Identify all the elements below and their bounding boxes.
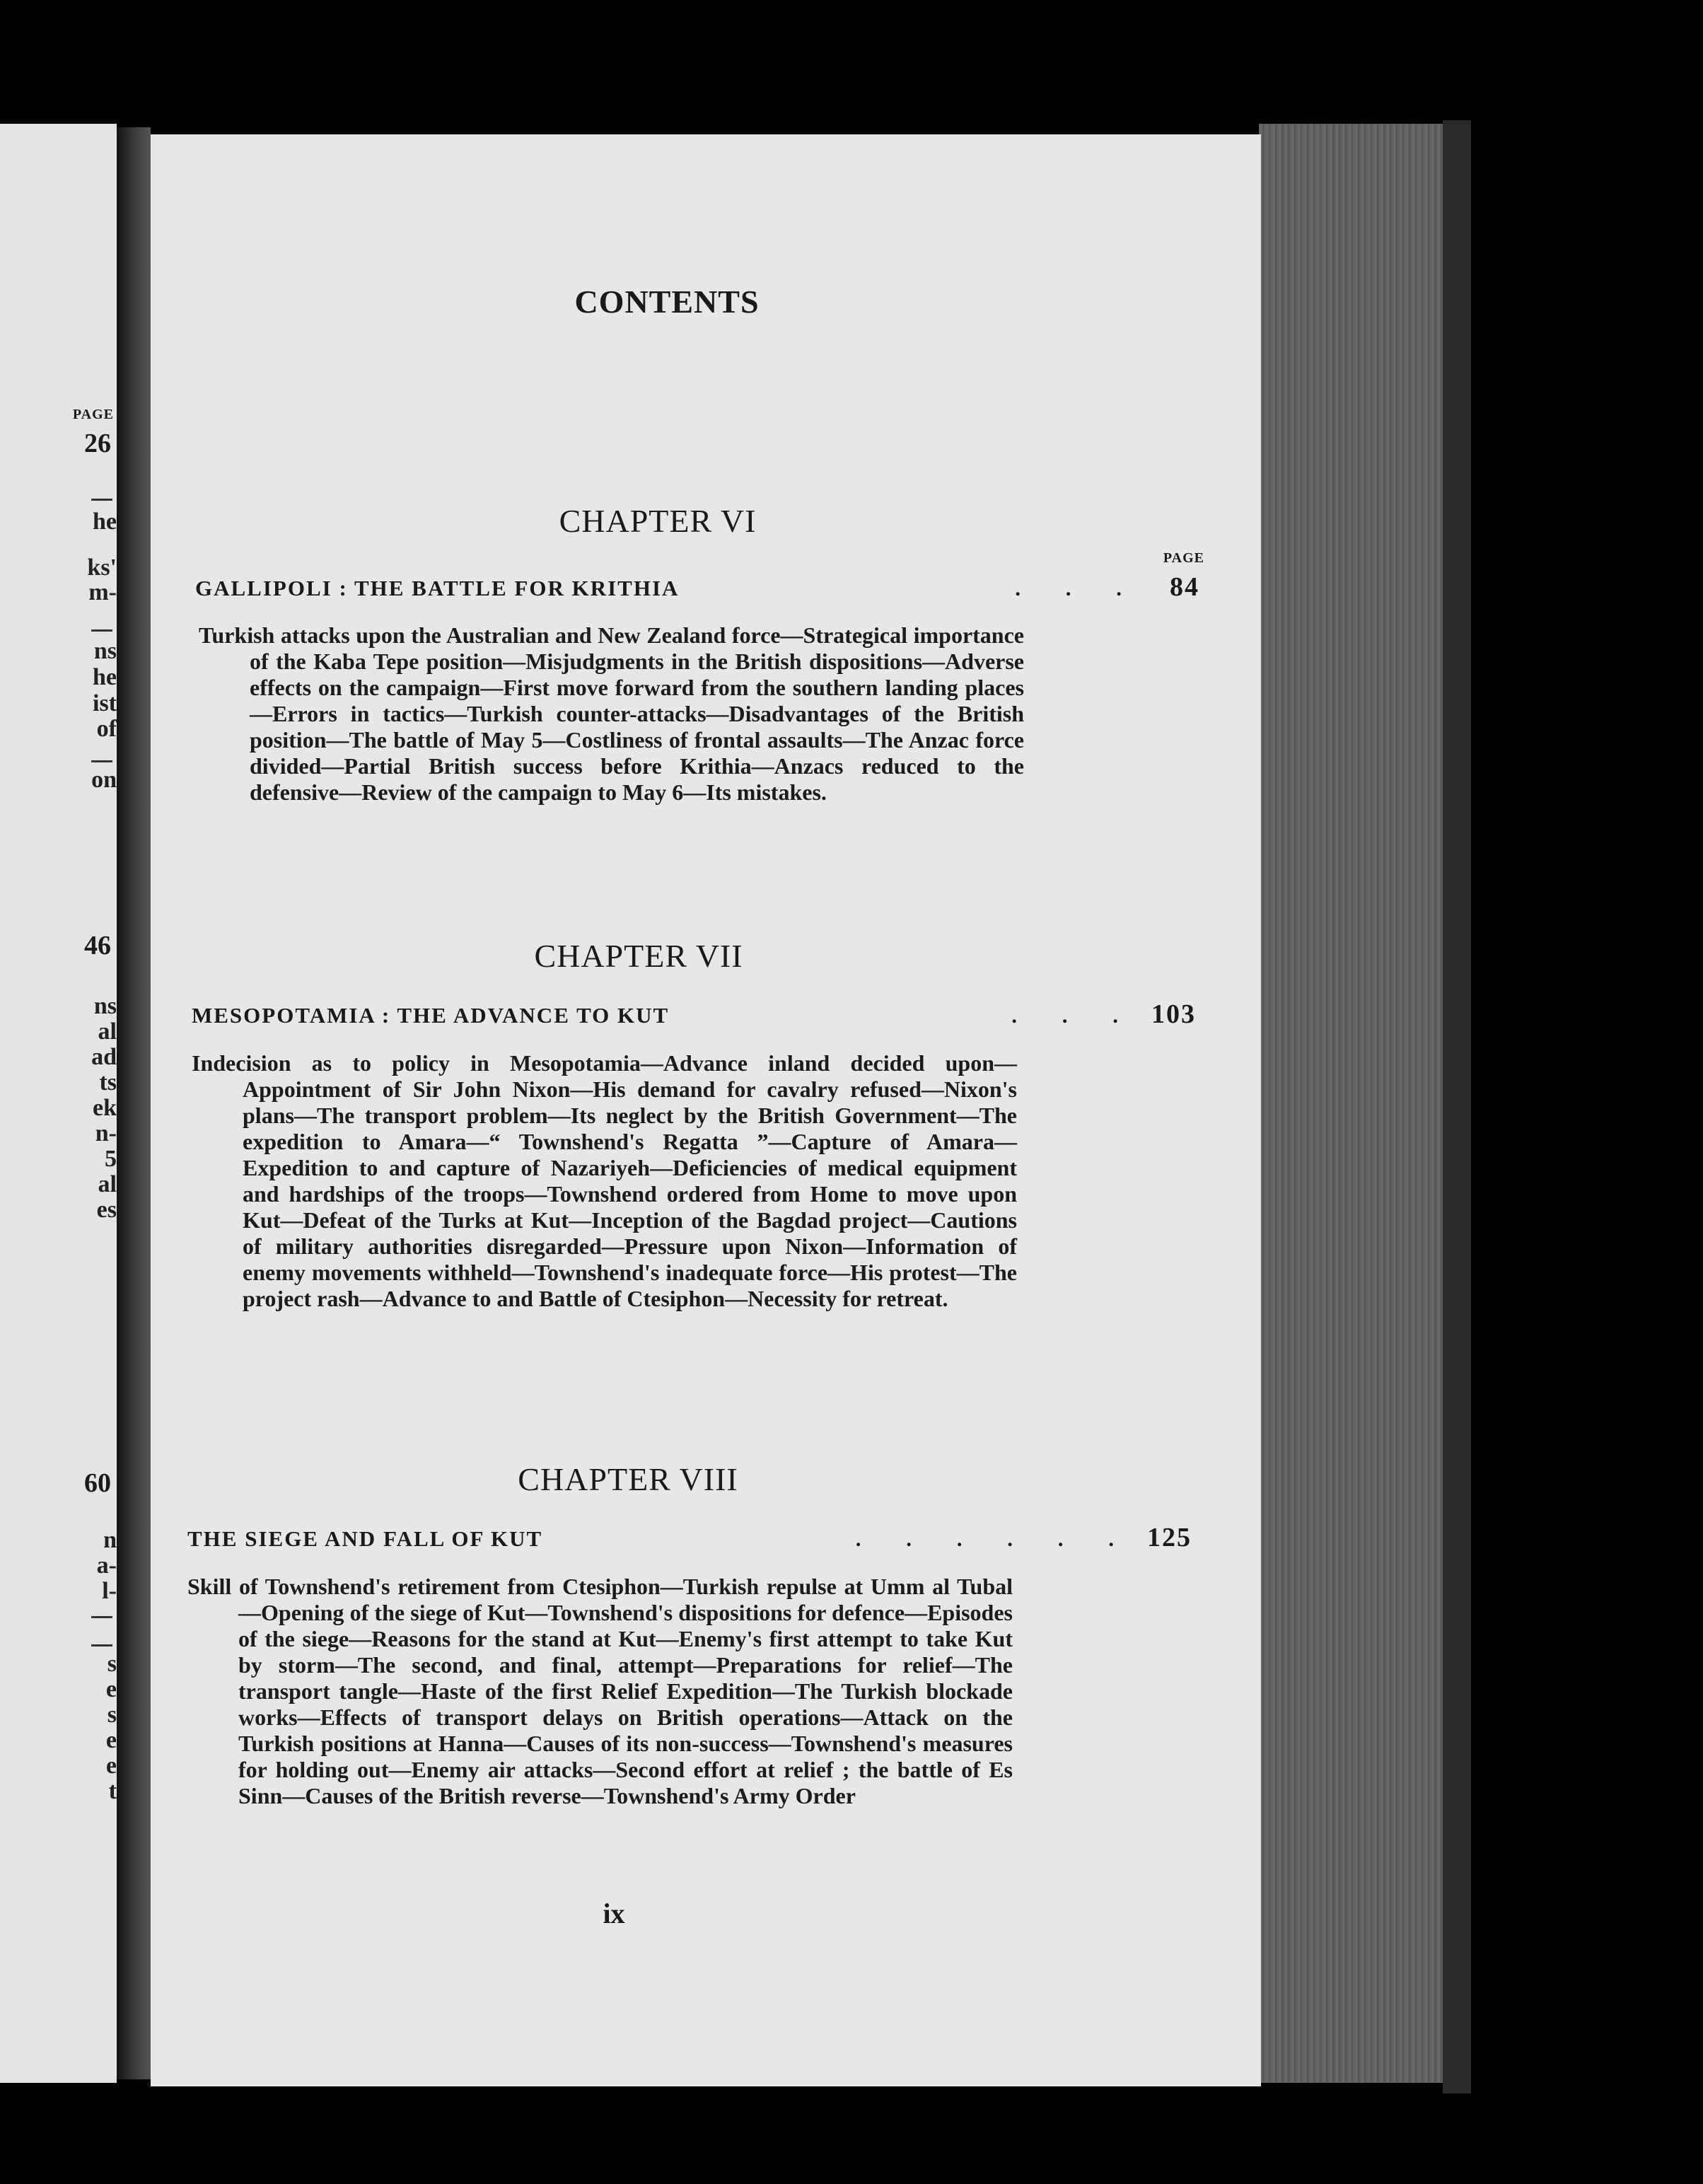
page-column-label: PAGE bbox=[1163, 550, 1204, 566]
left-page-fragment: m- bbox=[88, 579, 117, 605]
left-page-rule bbox=[91, 1644, 112, 1646]
chapter-title: GALLIPOLI : THE BATTLE FOR KRITHIA bbox=[195, 576, 680, 600]
page-number: 125 bbox=[1147, 1523, 1192, 1552]
book-cover-edge bbox=[1443, 120, 1471, 2093]
left-page-fragment: ns bbox=[93, 993, 117, 1019]
left-page-fragment: e bbox=[105, 1753, 117, 1779]
left-page-fragment: he bbox=[93, 664, 117, 690]
left-page-rule bbox=[91, 760, 112, 762]
left-page-fragment: n bbox=[103, 1527, 117, 1553]
page-folio: ix bbox=[603, 1898, 625, 1929]
toc-entry[interactable] bbox=[195, 571, 1199, 603]
left-page-fragment: s bbox=[107, 1702, 117, 1728]
left-page-fragment: l- bbox=[102, 1578, 117, 1604]
left-page-fragment: al bbox=[98, 1018, 117, 1045]
contents-page bbox=[151, 134, 1261, 2086]
left-page-fragment: on bbox=[91, 767, 117, 793]
chapter-summary: Turkish attacks upon the Australian and New Zealand force—Strategical importance of the Kaba Tepe position—Misjudgments in the British dispositions—Adverse effects on the campaign—First move forward from the southern landing places—Errors in tactics—Turkish counter-attacks—Disadvantages of the British position—The battle of May 5—Costliness of frontal assaults—The Anzac force divided—Partial British success before Krithia—Anzacs reduced to the defensive—Review of the campaign to May 6—Its mistakes. bbox=[199, 622, 1024, 805]
book-gutter bbox=[117, 127, 151, 2079]
chapter-heading: CHAPTER VII bbox=[534, 938, 743, 974]
page-block-edge bbox=[1259, 124, 1464, 2083]
left-page-fragment: 5 bbox=[105, 1146, 117, 1172]
chapter-title: MESOPOTAMIA : THE ADVANCE TO KUT bbox=[192, 1003, 670, 1028]
chapter-heading: CHAPTER VIII bbox=[518, 1461, 738, 1497]
left-page-number: 26 bbox=[84, 429, 111, 458]
dot-leader: . . . . . . bbox=[855, 1526, 1134, 1551]
left-page-fragment: al bbox=[98, 1171, 117, 1197]
left-page-fragment: es bbox=[96, 1197, 117, 1223]
left-page-rule bbox=[91, 629, 112, 632]
dot-leader: . . . bbox=[1015, 576, 1141, 600]
left-page-fragment: he bbox=[93, 509, 117, 535]
left-page-fragment: e bbox=[105, 1727, 117, 1753]
contents-title: CONTENTS bbox=[574, 284, 760, 320]
left-page-rule bbox=[91, 1616, 112, 1618]
chapter-heading: CHAPTER VI bbox=[559, 503, 757, 539]
facing-page-left bbox=[0, 124, 117, 2083]
toc-entry[interactable] bbox=[192, 999, 1196, 1030]
page-number: 103 bbox=[1151, 999, 1196, 1029]
left-page-fragment: ist bbox=[93, 690, 117, 716]
page-number: 84 bbox=[1170, 572, 1199, 602]
chapter-title: THE SIEGE AND FALL OF KUT bbox=[187, 1526, 543, 1551]
left-page-fragment: ek bbox=[93, 1095, 117, 1121]
left-page-fragment: ks' bbox=[87, 554, 117, 581]
left-page-rule bbox=[91, 499, 112, 501]
left-page-fragment: a- bbox=[96, 1552, 117, 1579]
chapter-summary: Indecision as to policy in Mesopotamia—Advance inland decided upon—Appointment of Sir John Nixon—His demand for cavalry refused—Nixon's plans—The transport problem—Its neglect by the British Government—The expedition to Amara—“ Townshend's Regatta ”—Capture of Amara—Expedition to and capture of Nazariyeh—Deficiencies of medical equipment and hardships of the troops—Townshend ordered from Home to move upon Kut—Defeat of the Turks at Kut—Inception of the Bagdad project—Cautions of military authorities disregarded—Pressure upon Nixon—Information of enemy movements withheld—Townshend's inadequate force—His protest—The project rash—Advance to and Battle of Ctesiphon—Necessity for retreat. bbox=[192, 1050, 1017, 1311]
left-page-fragment: e bbox=[105, 1676, 117, 1702]
left-page-fragment: ts bbox=[99, 1069, 117, 1096]
left-page-fragment: ns bbox=[93, 638, 117, 664]
left-page-fragment: s bbox=[107, 1651, 117, 1677]
dot-leader: . . . bbox=[1011, 1003, 1138, 1028]
left-page-fragment: of bbox=[96, 716, 117, 742]
chapter-summary: Skill of Townshend's retirement from Ctesiphon—Turkish repulse at Umm al Tubal—Opening of the siege of Kut—Townshend's dispositions for defence—Episodes of the siege—Reasons for the stand at Kut—Enemy's first attempt to take Kut by storm—The second, and final, attempt—Preparations for relief—The transport tangle—Haste of the first Relief Expedition—The Turkish blockade works—Effects of transport delays on British operations—Attack on the Turkish positions at Hanna—Causes of its non-success—Townshend's measures for holding out—Enemy air attacks—Second effort at relief ; the battle of Es Sinn—Causes of the British reverse—Townshend's Army Order bbox=[187, 1574, 1013, 1808]
left-page-label: PAGE bbox=[72, 407, 114, 422]
left-page-fragment: t bbox=[108, 1778, 117, 1804]
toc-entry[interactable] bbox=[187, 1522, 1192, 1553]
left-page-number: 46 bbox=[84, 931, 111, 960]
left-page-number: 60 bbox=[84, 1468, 111, 1498]
left-page-fragment: ad bbox=[91, 1044, 117, 1070]
left-page-fragment: n- bbox=[95, 1120, 117, 1146]
